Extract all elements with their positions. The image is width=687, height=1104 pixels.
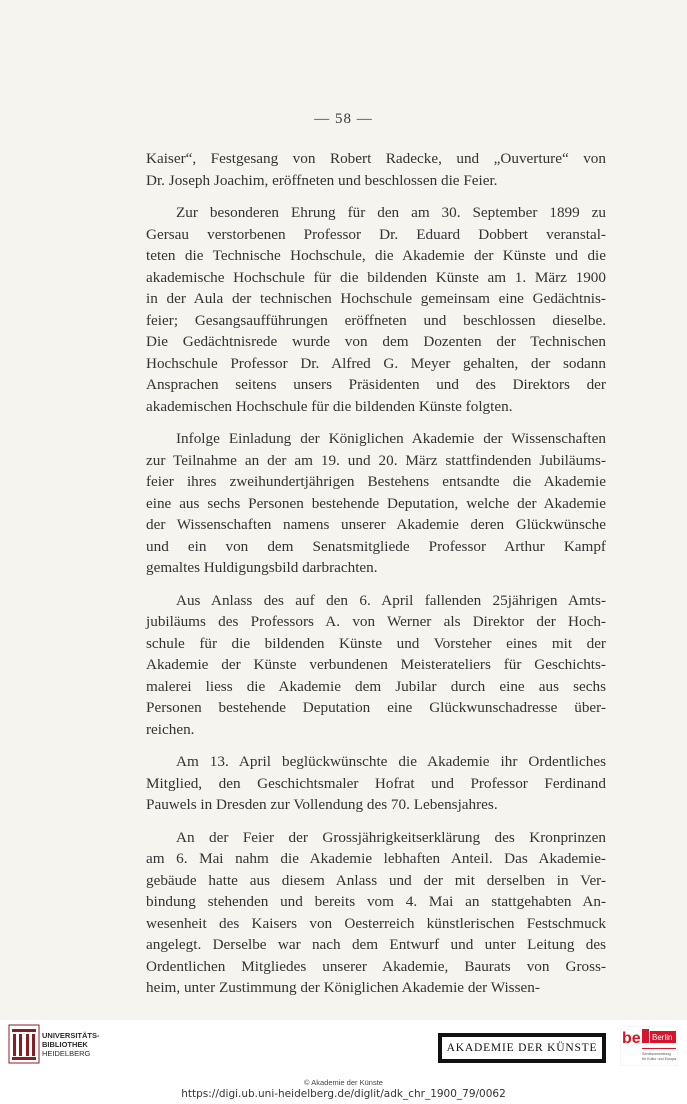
text-line: Am 13. April beglückwünschte die Akademie ihr Ordentliches [176,753,606,770]
permalink-url[interactable]: https://digi.ub.uni-heidelberg.de/diglit/adk_chr_1900_79/0062 [181,1088,506,1100]
paragraph [146,428,606,579]
text-line: malerei liess die Akademie dem Jubilar durch eine aus sechs [146,677,606,695]
text-line: Aus Anlass des auf den 6. April fallenden 25jährigen Amts- [176,591,606,609]
svg-text:be: be [622,1030,641,1047]
text-line: wesenheit des Kaisers von Oesterreich künstlerischen Festschmuck [146,914,606,932]
text-line: bindung stehenden und bereits vom 4. Mai an stattgehabten An- [146,893,606,910]
text-line: Akademie der Künste verbundenen Meisterateliers für Geschichts- [146,656,606,673]
collection-link-button[interactable] [438,1033,606,1063]
text-line: Zur besonderen Ehrung für den am 30. September 1899 zu [176,204,606,221]
paragraph-gap [146,816,606,827]
text-line: feier; Gesangsaufführungen eröffneten und beschlossen dieselbe. [146,311,606,329]
text-line: jubiläums des Professors A. von Werner als Direktor der Hoch- [146,613,606,630]
text-line: Ordentlichen Mitgliedes unserer Akademie, Baurats von Gross- [146,957,606,975]
text-line: akademischen Hochschule für die bildenden Künste folgten. [146,397,513,415]
text-line: in der Aula der technischen Hochschule gemeinsam eine Gedächtnis- [146,290,606,307]
text-line: Gersau verstorbenen Professor Dr. Eduard Dobbert veranstal- [146,225,606,243]
library-name-line: UNIVERSITÄTS- [42,1031,100,1040]
text-line: Mitglied, den Geschichtsmaler Hofrat und Professor Ferdinand [146,774,606,792]
library-name-line: BIBLIOTHEK [42,1040,88,1049]
text-line: Dr. Joseph Joachim, eröffneten und beschlossen die Feier. [146,171,498,189]
text-line: Personen bestehende Deputation eine Glückwunschadresse über- [146,699,606,716]
text-line: und ein von dem Senatsmitgliede Professor Arthur Kampf [146,537,606,555]
library-building-icon[interactable] [8,1024,40,1064]
text-line: am 6. Mai nahm die Akademie lebhaften Anteil. Das Akademie- [146,850,606,867]
text-line: schule für die bildenden Künste und Vorsteher eines mit der [146,634,606,652]
text-line: angelegt. Derselbe war nach dem Entwurf und unter Leitung des [146,936,606,953]
page-number: — 58 — [314,111,373,127]
text-line: heim, unter Zustimmung der Königlichen Akademie der Wissen- [146,979,540,996]
be-berlin-logo[interactable] [620,1026,678,1066]
copyright-notice: © Akademie der Künste [304,1078,383,1087]
svg-text:Berlin: Berlin [652,1033,673,1042]
text-line: An der Feier der Grossjährigkeitserklärung des Kronprinzen [176,828,606,846]
text-line: gebäude hatte aus diesem Anlass und der mit derselben in Ver- [146,871,606,889]
text-line: teten die Technische Hochschule, die Akademie der Künste und die [146,247,606,264]
text-line: Infolge Einladung der Königlichen Akademie der Wissenschaften [176,430,606,447]
text-line: Kaiser“, Festgesang von Robert Radecke, und „Ouverture“ von [146,150,606,167]
text-line: Hochschule Professor Dr. Alfred G. Meyer gehalten, der sodann [146,354,606,372]
paragraph [146,202,606,417]
text-line: der Wissenschaften namens unserer Akademie deren Glückwünsche [146,516,606,533]
text-line: reichen. [146,720,195,738]
paragraph-gap [146,579,606,590]
svg-text:für Kultur und Europa: für Kultur und Europa [642,1057,677,1061]
paragraph [146,148,606,191]
paragraph [146,751,606,816]
collection-link-label: AKADEMIE DER KÜNSTE [441,1036,603,1060]
text-line: feier ihres zweihundertjährigen Bestehens entsandte die Akademie [146,473,606,490]
svg-text:Senatsverwaltung: Senatsverwaltung [642,1052,671,1056]
paragraph-gap [146,417,606,428]
text-line: zur Teilnahme an der am 19. und 20. März stattfindenden Jubiläums- [146,451,606,469]
paragraph [146,827,606,999]
text-line: gemaltes Huldigungsbild darbrachten. [146,559,378,576]
library-name-line: HEIDELBERG [42,1049,91,1058]
text-line: Die Gedächtnisrede wurde von dem Dozenten der Technischen [146,333,606,350]
library-name[interactable] [42,1031,100,1058]
paragraph [146,590,606,741]
paragraph-gap [146,740,606,751]
text-line: Pauwels in Dresden zur Vollendung des 70. Lebensjahres. [146,796,498,813]
text-line: akademische Hochschule für die bildenden Künste am 1. März 1900 [146,268,606,286]
body-text [146,148,606,999]
text-line: Ansprachen seitens unsers Präsidenten und des Direktors der [146,376,606,393]
paragraph-gap [146,191,606,202]
text-line: eine aus sechs Personen bestehende Deputation, welche der Akademie [146,494,606,512]
